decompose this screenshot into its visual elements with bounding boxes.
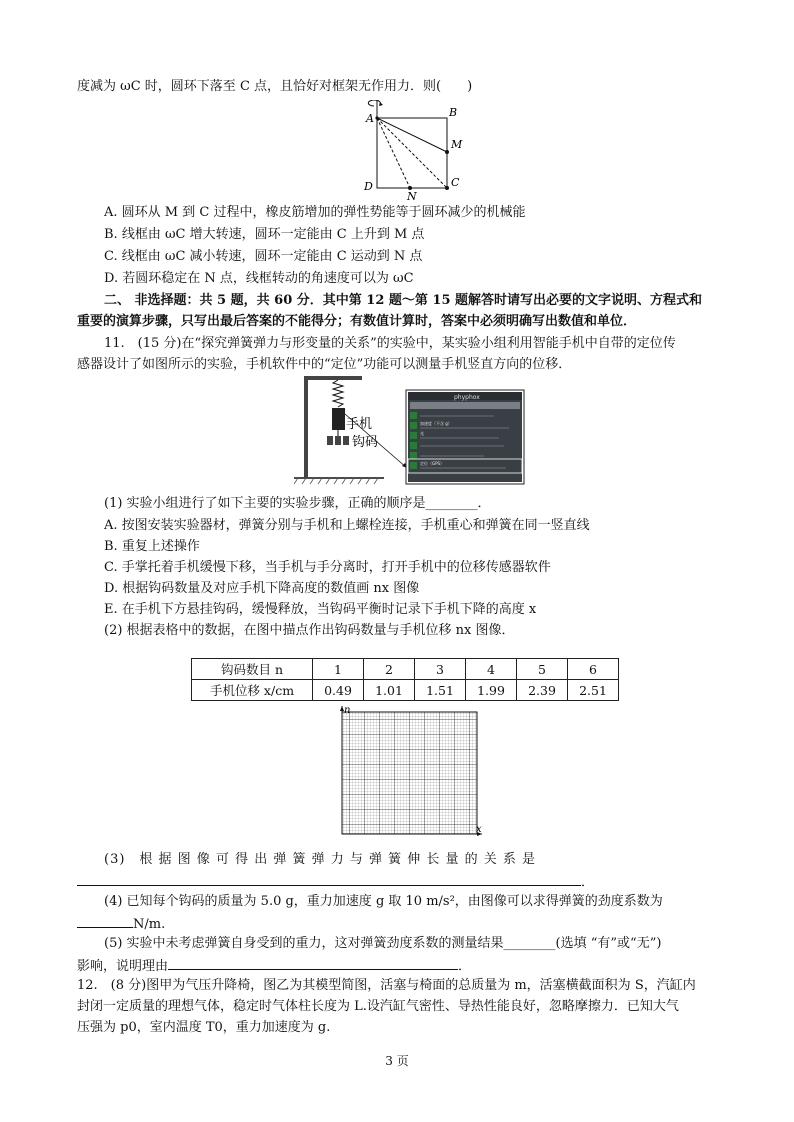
answer-blank-5[interactable] [168, 955, 458, 970]
section2-line2: 重要的演算步骤，只写出最后答案的不能得分；有数值计算时，答案中必须明确写出数值和单位． [77, 314, 637, 329]
table-cell: 1.99 [466, 680, 517, 701]
q11-step-a: A. 按图安装实验器材，弹簧分别与手机和上螺栓连接，手机重心和弹簧在同一竖直线 [104, 518, 590, 533]
q11-part4-a: (4) 已知每个钩码的质量为 5.0 g，重力加速度 g 取 10 m/s²，由图像可以求得弹簧的劲度系数为 [104, 894, 663, 909]
table-header-n: 钩码数目 n [192, 659, 313, 680]
q10-option-b: B. 线框由 ωC 增大转速，圆环一定能由 C 上升到 M 点 [104, 227, 425, 242]
label-n: N [407, 190, 417, 200]
q11-stem-1: 11. (15 分)在“探究弹簧弹力与形变量的关系”的实验中，某实验小组利用智能手机中自带的定位传 [104, 336, 676, 351]
q11-part5-b: 影响，说明理由 [77, 959, 169, 974]
table-row [192, 680, 619, 701]
data-table [191, 658, 619, 701]
axis-label-n: n [344, 705, 351, 716]
q12-line3: 压强为 p0，室内温度 T0，重力加速度为 g. [77, 1020, 331, 1035]
app-item-accel: 加速度（不含 g） [420, 421, 452, 426]
page-number: 3 页 [385, 1054, 409, 1068]
label-a: A [366, 112, 374, 125]
table-cell: 2 [364, 659, 415, 680]
q11-part1: (1) 实验小组进行了如下主要的实验步骤，正确的顺序是________． [104, 496, 491, 511]
section2-line1: 二、 非选择题：共 5 题，共 60 分．其中第 12 题～第 15 题解答时请写出必要的文字说明、方程式和 [104, 293, 703, 308]
table-row [192, 659, 619, 680]
q10-option-c: C. 线框由 ωC 减小转速，圆环一定能由 C 运动到 N 点 [104, 249, 423, 264]
label-d: D [364, 180, 373, 193]
table-cell: 1.01 [364, 680, 415, 701]
app-item-light: 光 [420, 431, 424, 436]
axis-label-x: x [476, 824, 482, 835]
q11-part3: (3) 根 据 图 像 可 得 出 弹 簧 弹 力 与 弹 簧 伸 长 量 的 关 系 是 [104, 852, 537, 867]
q12-line2: 封闭一定质量的理想气体，稳定时气体柱长度为 L.设汽缸气密性、导热性能良好，忽略摩擦力．已知大气 [77, 999, 679, 1014]
table-cell: 1 [313, 659, 364, 680]
label-b: B [449, 106, 458, 119]
label-m: M [451, 138, 463, 151]
frame-figure [350, 100, 470, 200]
graph-paper [334, 704, 486, 840]
table-header-x: 手机位移 x/cm [192, 680, 313, 701]
app-title: phyphox [454, 394, 480, 401]
apparatus-figure [294, 374, 534, 486]
table-cell: 1.51 [415, 680, 466, 701]
q11-step-e: E. 在手机下方悬挂钩码，缓慢释放，当钩码平衡时记录下手机下降的高度 x [104, 602, 537, 617]
q11-part5-a: (5) 实验中未考虑弹簧自身受到的重力，这对弹簧劲度系数的测量结果________(选填 “有”或“无”) [104, 936, 662, 951]
q11-part3-end: ． [581, 875, 595, 890]
table-cell: 4 [466, 659, 517, 680]
table-cell: 2.51 [568, 680, 619, 701]
q10-option-d: D. 若圆环稳定在 N 点，线框转动的角速度可以为 ωC [104, 271, 414, 286]
q11-part2: (2) 根据表格中的数据，在图中描点作出钩码数量与手机位移 nx 图像． [104, 623, 515, 638]
q11-stem-2: 感器设计了如图所示的实验，手机软件中的“定位”功能可以测量手机竖直方向的位移． [77, 357, 572, 372]
phone-label: 手机 [346, 417, 373, 432]
answer-blank-4[interactable] [77, 913, 133, 928]
app-item-gps: 定位（GPS） [420, 461, 445, 466]
q10-option-a: A. 圆环从 M 到 C 过程中，橡皮筋增加的弹性势能等于圆环减少的机械能 [104, 205, 526, 220]
q10-intro: 度减为 ωC 时，圆环下落至 C 点，且恰好对框架无作用力．则( ) [77, 79, 473, 94]
answer-blank-3[interactable] [77, 871, 581, 886]
weights-label: 钩码 [352, 435, 379, 450]
table-cell: 0.49 [313, 680, 364, 701]
label-c: C [451, 176, 460, 189]
q12-line1: 12. (8 分)图甲为气压升降椅，图乙为其模型简图，活塞与椅面的总质量为 m，活塞横截面积为 S，汽缸内 [77, 978, 696, 993]
q11-part5-end: ． [458, 959, 472, 974]
table-cell: 5 [517, 659, 568, 680]
q11-part4-b: N/m. [133, 917, 166, 932]
q11-step-d: D. 根据钩码数量及对应手机下降高度的数值画 nx 图像 [104, 581, 420, 596]
table-cell: 2.39 [517, 680, 568, 701]
q11-step-b: B. 重复上述操作 [104, 539, 200, 554]
table-cell: 3 [415, 659, 466, 680]
q11-step-c: C. 手掌托着手机缓慢下移，当手机与手分离时，打开手机中的位移传感器软件 [104, 560, 551, 575]
table-cell: 6 [568, 659, 619, 680]
